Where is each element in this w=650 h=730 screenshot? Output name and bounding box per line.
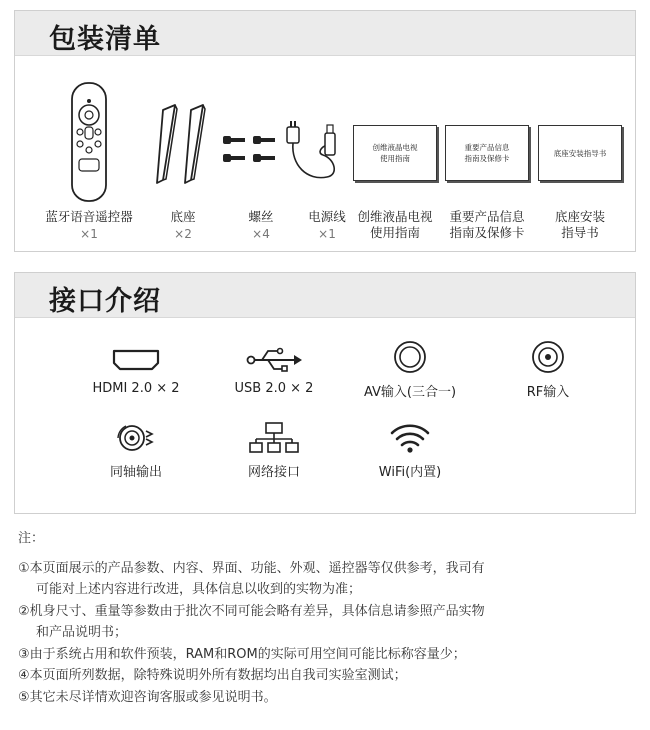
package-item-name: 螺丝 xyxy=(248,209,274,224)
booklet-title-line2: 使用指南 xyxy=(380,154,410,163)
notes-heading: 注： xyxy=(18,531,45,546)
port-hdmi xyxy=(61,345,211,396)
coaxial-port-icon xyxy=(106,421,166,455)
port-usb xyxy=(199,345,349,396)
package-item-name: 蓝牙语音遥控器 xyxy=(45,209,133,224)
package-list-title: 包装清单 xyxy=(49,24,161,55)
stand-guide-booklet xyxy=(538,125,622,181)
hdmi-port-icon xyxy=(106,345,166,375)
package-item-name: 创维液晶电视 使用指南 xyxy=(357,209,433,240)
note-item-5: ⑤其它未尽详情欢迎咨询客服或参见说明书。 xyxy=(18,689,277,705)
port-label: 同轴输出 xyxy=(109,465,162,480)
package-item-stand-guide xyxy=(530,55,630,251)
package-item-qty: ×1 xyxy=(318,227,336,241)
note-item-3: ③由于系统占用和软件预装，RAM和ROM的实际可用空间可能比标称容量少； xyxy=(18,646,466,662)
package-list-header xyxy=(15,11,635,56)
booklet-title-line1: 创维液晶电视 xyxy=(372,143,418,152)
package-item-qty: ×4 xyxy=(252,227,270,241)
remote-control-icon xyxy=(39,55,139,205)
package-item-name: 重要产品信息 指南及保修卡 xyxy=(449,209,525,240)
package-item-name: 底座安装 指导书 xyxy=(554,209,605,240)
port-av xyxy=(335,339,485,400)
warranty-card-booklet xyxy=(445,125,529,181)
usb-icon xyxy=(244,345,304,375)
package-list-section xyxy=(14,10,636,252)
notes xyxy=(18,528,634,708)
note-item-1: ①本页面展示的产品参数、内容、界面、功能、外观、遥控器等仅供参考，我司有 可能对上述内容进行改进，具体信息以收到的实物为准； xyxy=(18,560,485,597)
port-network xyxy=(199,421,349,480)
package-item-name: 电源线 xyxy=(308,209,346,224)
port-label: 网络接口 xyxy=(247,465,300,480)
ports-section xyxy=(14,272,636,514)
port-label: HDMI 2.0 × 2 xyxy=(92,381,180,396)
user-guide-booklet xyxy=(353,125,437,181)
wifi-icon xyxy=(388,421,432,455)
port-rf xyxy=(473,339,623,400)
ports-header xyxy=(15,273,635,318)
port-label: RF输入 xyxy=(526,385,570,400)
ports-title: 接口介绍 xyxy=(49,286,161,317)
network-icon xyxy=(244,421,304,455)
port-coaxial xyxy=(61,421,211,480)
port-label: WiFi(内置) xyxy=(378,465,442,480)
rf-port-icon xyxy=(530,339,566,375)
note-item-2: ②机身尺寸、重量等参数由于批次不同可能会略有差异，具体信息请参照产品实物 和产品说明书； xyxy=(18,603,485,640)
booklet-title-line1: 重要产品信息 xyxy=(464,143,510,152)
note-item-4: ④本页面所列数据，除特殊说明外所有数据均出自我司实验室测试； xyxy=(18,668,407,683)
package-item-qty: ×2 xyxy=(174,227,192,241)
port-label: AV输入(三合一) xyxy=(363,385,457,400)
package-item-qty: ×1 xyxy=(80,227,98,241)
port-wifi xyxy=(335,421,485,480)
package-item-name: 底座 xyxy=(170,209,196,224)
port-label: USB 2.0 × 2 xyxy=(234,381,314,396)
av-port-icon xyxy=(392,339,428,375)
booklet-title-line2: 指南及保修卡 xyxy=(464,154,510,163)
booklet-title-line1: 底座安装指导书 xyxy=(553,148,607,158)
